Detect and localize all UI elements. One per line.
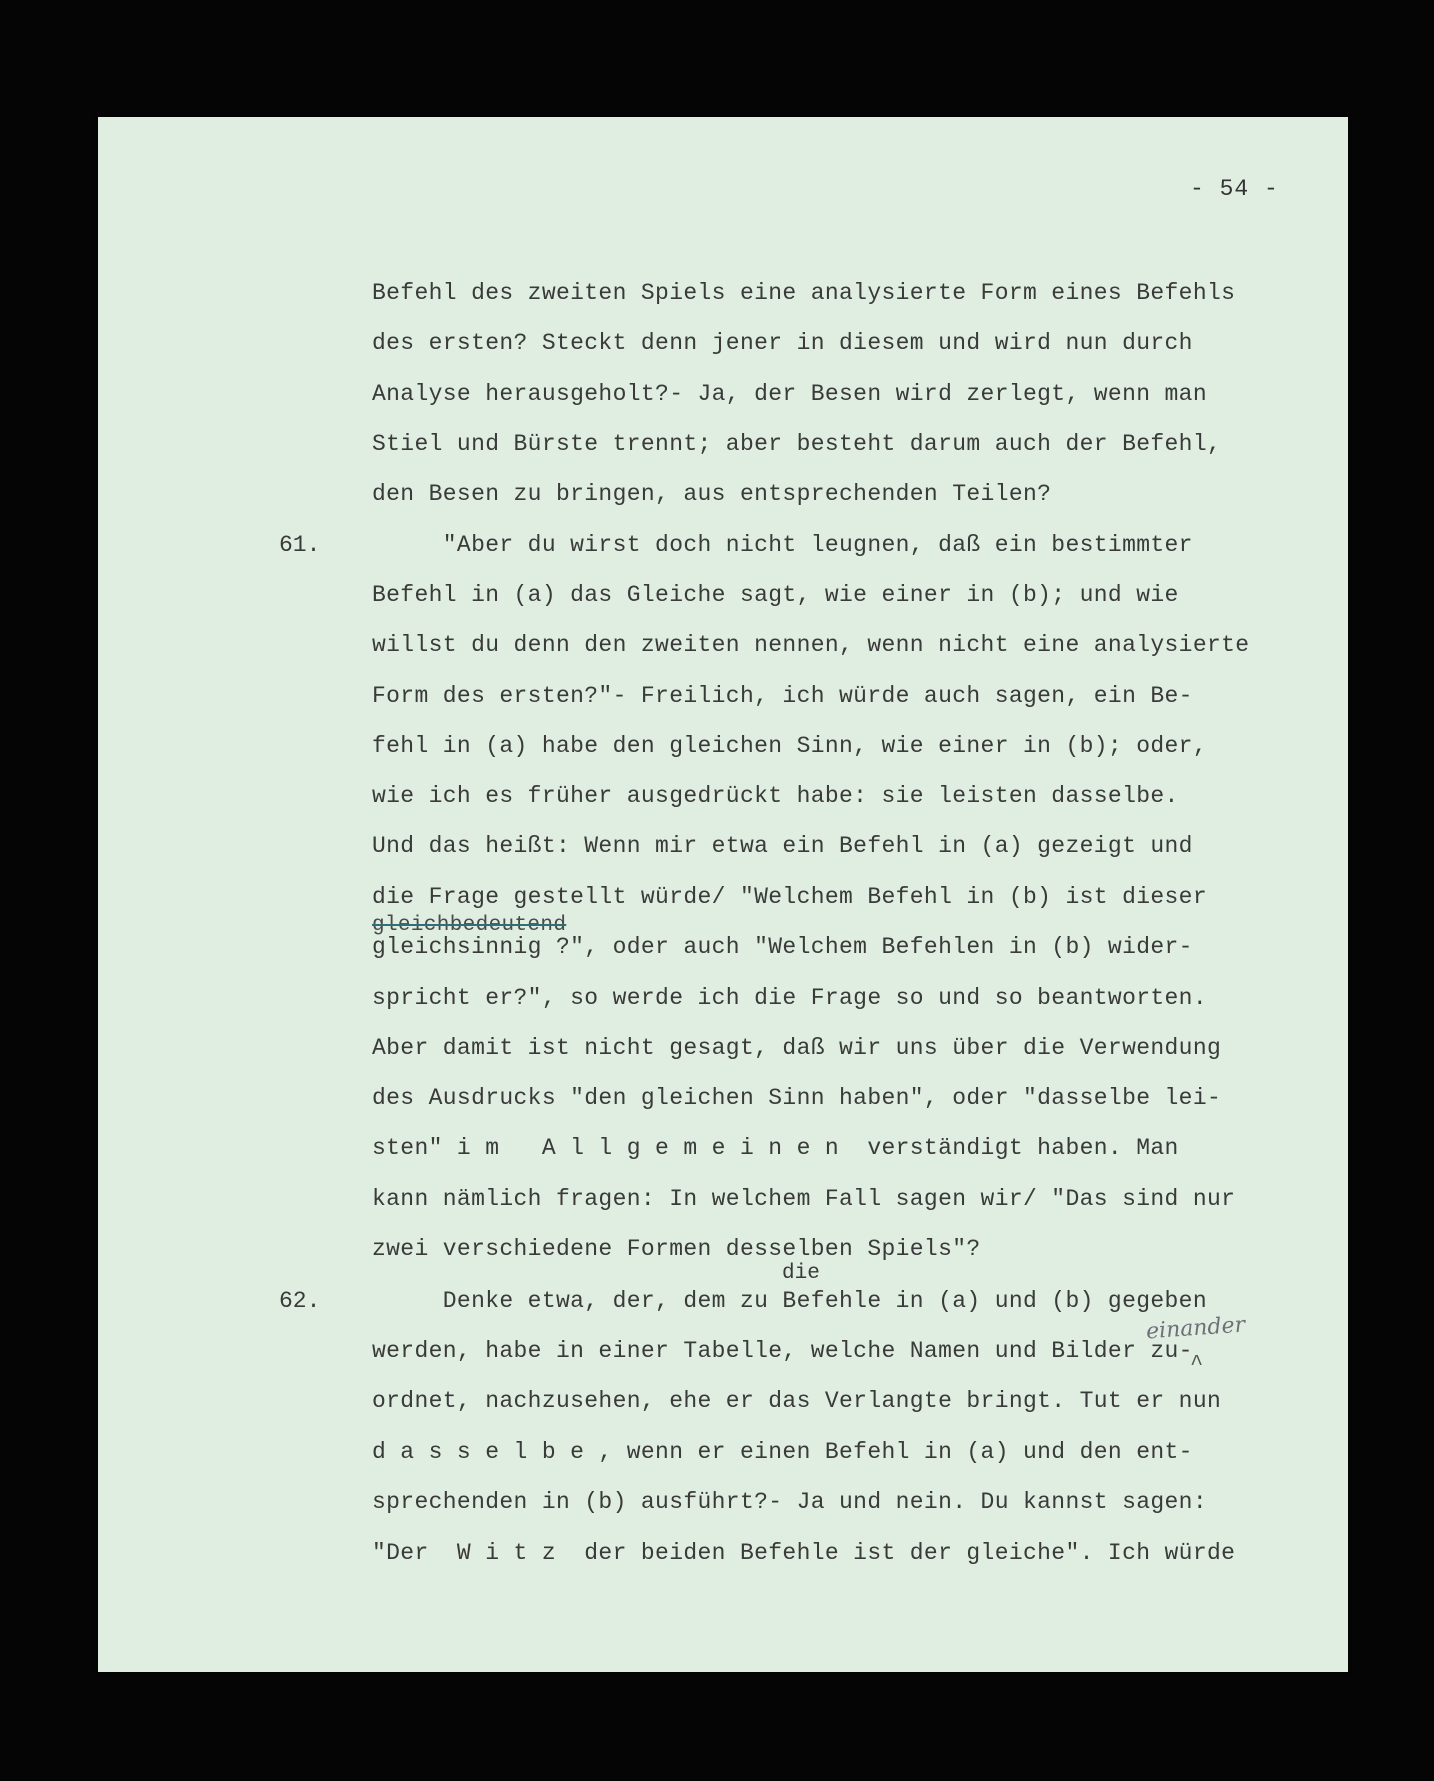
text-line: fehl in (a) habe den gleichen Sinn, wie einer in (b); oder,: [372, 733, 1207, 759]
text-line: Analyse herausgeholt?- Ja, der Besen wird zerlegt, wenn man: [372, 381, 1207, 407]
handwritten-insertion: einander: [1145, 1312, 1246, 1345]
text-line: zwei verschiedene Formen desselben Spiels"?: [372, 1236, 981, 1262]
text-line: werden, habe in einer Tabelle, welche Namen und Bilder zu-: [372, 1338, 1193, 1364]
paragraph-number: 61.: [279, 532, 321, 558]
text-line: Stiel und Bürste trennt; aber besteht darum auch der Befehl,: [372, 431, 1222, 457]
inserted-word: die: [782, 1262, 820, 1285]
text-line: "Aber du wirst doch nicht leugnen, daß ein bestimmter: [372, 532, 1193, 558]
text-line: die Frage gestellt würde/ "Welchem Befehl in (b) ist dieser: [372, 884, 1207, 910]
text-line: "Der W i t z der beiden Befehle ist der gleiche". Ich würde: [372, 1540, 1236, 1566]
text-line: Aber damit ist nicht gesagt, daß wir uns über die Verwendung: [372, 1035, 1222, 1061]
text-line: des ersten? Steckt denn jener in diesem und wird nun durch: [372, 330, 1193, 356]
text-line: Denke etwa, der, dem zu Befehle in (a) und (b) gegeben: [372, 1288, 1207, 1314]
text-line: Befehl des zweiten Spiels eine analysierte Form eines Befehls: [372, 280, 1236, 306]
text-line: sprechenden in (b) ausführt?- Ja und nein. Du kannst sagen:: [372, 1489, 1207, 1515]
text-line: willst du denn den zweiten nennen, wenn nicht eine analysierte: [372, 632, 1250, 658]
struck-out-word: gleichbedeutend: [372, 914, 567, 937]
text-line: Befehl in (a) das Gleiche sagt, wie einer in (b); und wie: [372, 582, 1179, 608]
text-line: sten" i m A l l g e m e i n e n verständigt haben. Man: [372, 1135, 1179, 1161]
page-number: - 54 -: [1190, 176, 1279, 202]
text-line: kann nämlich fragen: In welchem Fall sagen wir/ "Das sind nur: [372, 1186, 1236, 1212]
text-line: d a s s e l b e , wenn er einen Befehl in (a) und den ent-: [372, 1439, 1193, 1465]
text-line: Und das heißt: Wenn mir etwa ein Befehl in (a) gezeigt und: [372, 833, 1193, 859]
paragraph-number: 62.: [279, 1288, 321, 1314]
text-line: spricht er?", so werde ich die Frage so und so beantworten.: [372, 985, 1207, 1011]
text-line: Form des ersten?"- Freilich, ich würde auch sagen, ein Be-: [372, 683, 1193, 709]
text-line: ordnet, nachzusehen, ehe er das Verlangte bringt. Tut er nun: [372, 1388, 1222, 1414]
text-line: gleichsinnig ?", oder auch "Welchem Befehlen in (b) wider-: [372, 934, 1193, 960]
insertion-caret: ^: [1190, 1352, 1204, 1377]
text-line: wie ich es früher ausgedrückt habe: sie leisten dasselbe.: [372, 783, 1179, 809]
text-line: des Ausdrucks "den gleichen Sinn haben", oder "dasselbe lei-: [372, 1085, 1222, 1111]
text-line: den Besen zu bringen, aus entsprechenden Teilen?: [372, 481, 1052, 507]
